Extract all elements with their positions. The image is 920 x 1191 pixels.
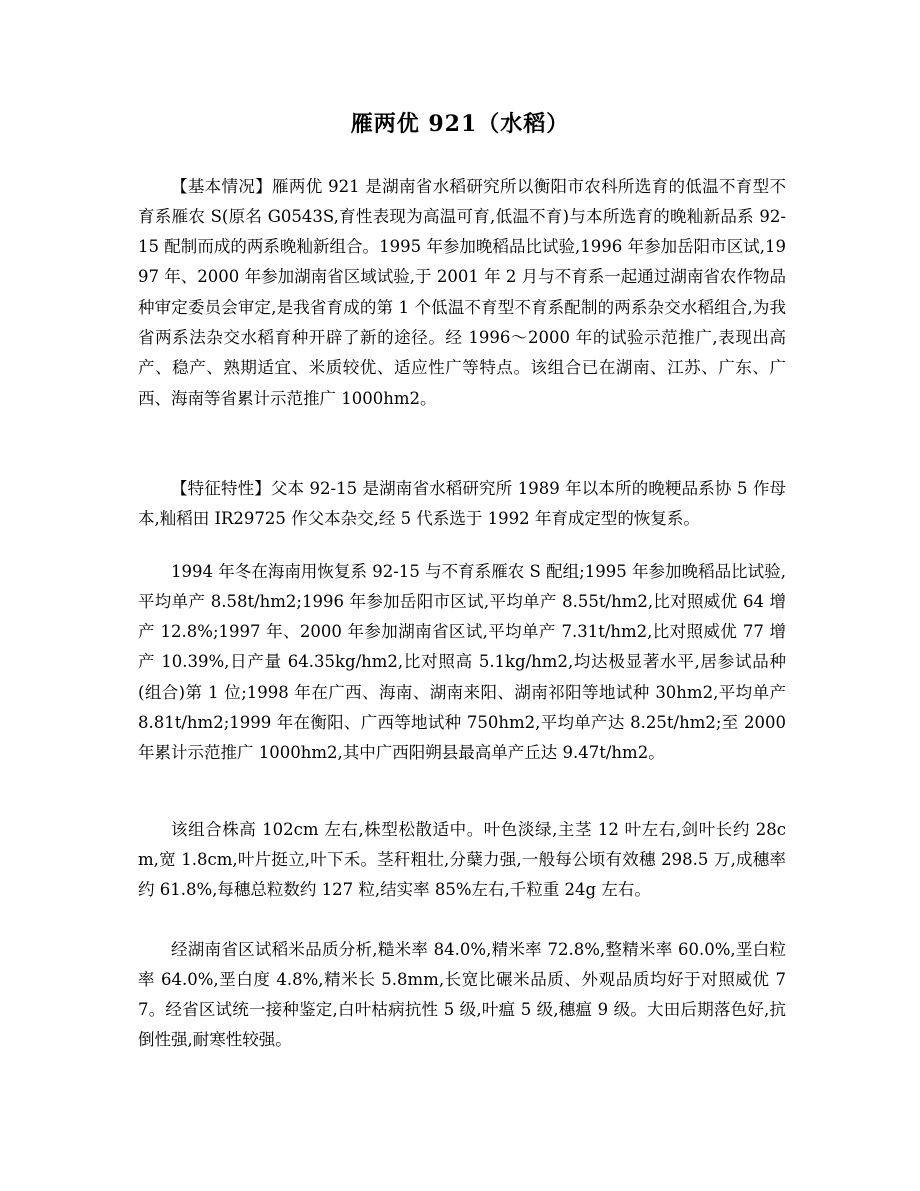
paragraph-grain-quality: 经湖南省区试稻米品质分析,糙米率 84.0%,精米率 72.8%,整精米率 60.0%,垩白粒率 64.0%,垩白度 4.8%,精米长 5.8mm,长宽比碾米品质、外观品质均好于对照威优 77。经省区试统一接种鉴定,白叶枯病抗性 5 级,叶瘟 5 级,穗瘟 9 级。大田后期落色好,抗倒性强,耐寒性较强。 [138,939,786,1050]
paragraph-plant-traits: 该组合株高 102cm 左右,株型松散适中。叶色淡绿,主茎 12 叶左右,剑叶长约 28cm,宽 1.8cm,叶片挺立,叶下禾。茎秆粗壮,分蘖力强,一般每公顷有效穗 298.5 万,成穗率约 61.8%,每穗总粒数约 127 粒,结实率 85%左右,千粒重 24g 左右。 [138,819,786,900]
paragraph-basic-info: 【基本情况】雁两优 921 是湖南省水稻研究所以衡阳市农科所选育的低温不育型不育系雁农 S(原名 G0543S,育性表现为高温可育,低温不育)与本所选育的晚籼新品系 92-15 配制而成的两系晚籼新组合。1995 年参加晚稻品比试验,1996 年参加岳阳市区试,1997 年、2000 年参加湖南省区域试验,于 2001 年 2 月与不育系一起通过湖南省农作物品种审定委员会审定,是我省育成的第 1 个低温不育型不育系配制的两系杂交水稻组合,为我省两系法杂交水稻育种开辟了新的途径。经 1996～2000 年的试验示范推广,表现出高产、稳产、熟期适宜、米质较优、适应性广等特点。该组合已在湖南、江苏、广东、广西、海南等省累计示范推广 1000hm2。 [138,176,786,408]
paragraph-characteristics: 【特征特性】父本 92-15 是湖南省水稻研究所 1989 年以本所的晚粳品系协 5 作母本,籼稻田 IR29725 作父本杂交,经 5 代系选于 1992 年育成定型的恢复系。 [138,478,786,528]
document-title: 雁两优 921（水稻） [350,111,570,137]
paragraph-trial-results: 1994 年冬在海南用恢复系 92-15 与不育系雁农 S 配组;1995 年参加晚稻品比试验,平均单产 8.58t/hm2;1996 年参加岳阳市区试,平均单产 8.55t/hm2,比对照威优 64 增产 12.8%;1997 年、2000 年参加湖南省区试,平均单产 7.31t/hm2,比对照威优 77 增产 10.39%,日产量 64.35kg/hm2,比对照高 5.1kg/hm2,均达极显著水平,居参试品种(组合)第 1 位;1998 年在广西、海南、湖南来阳、湖南祁阳等地试种 30hm2,平均单产 8.81t/hm2;1999 年在衡阳、广西等地试种 750hm2,平均单产达 8.25t/hm2;至 2000 年累计示范推广 1000hm2,其中广西阳朔县最高单产丘达 9.47t/hm2。 [138,561,786,763]
